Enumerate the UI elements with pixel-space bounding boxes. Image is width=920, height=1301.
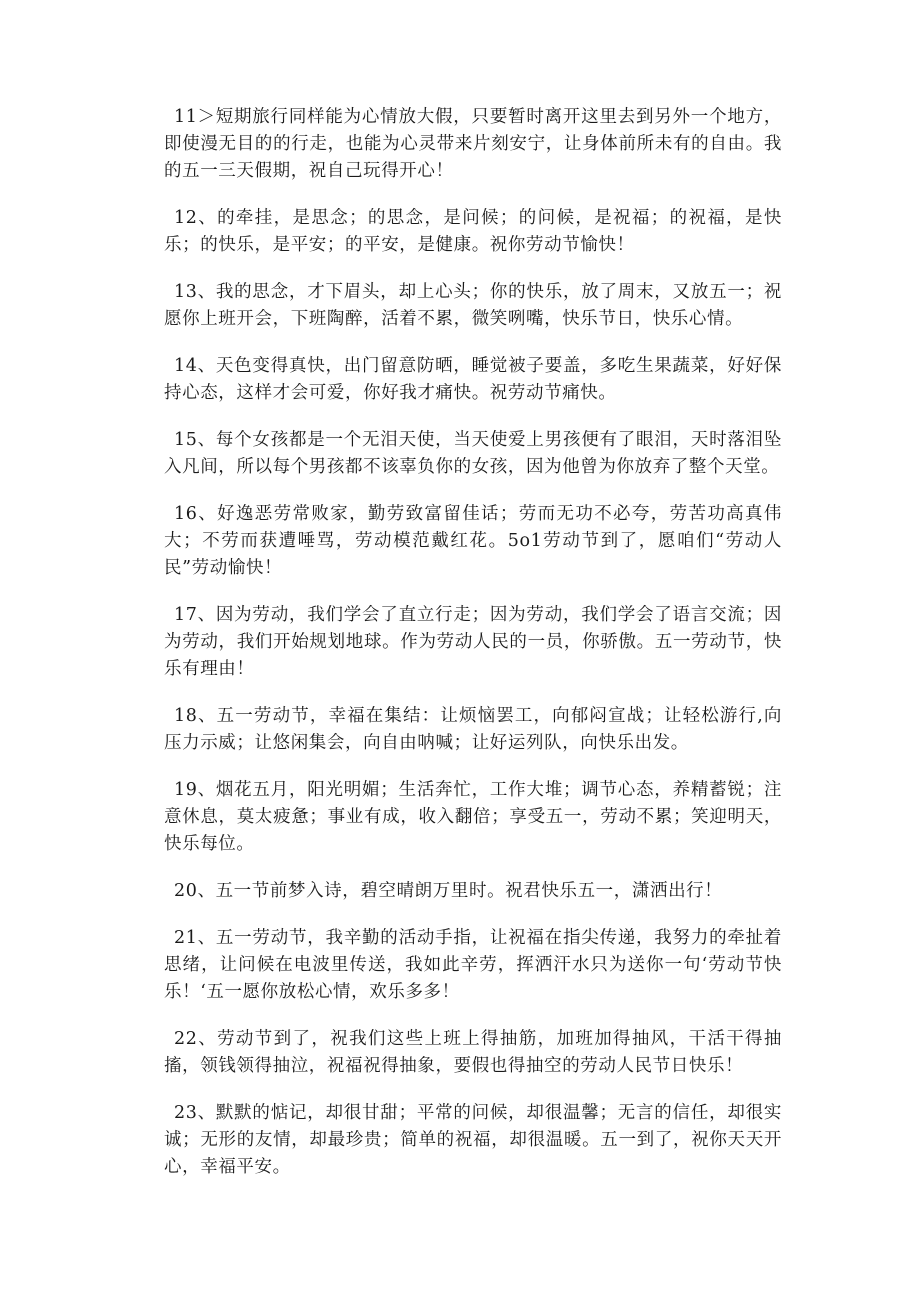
paragraph-18: 18、五一劳动节，幸福在集结：让烦恼罢工，向郁闷宣战；让轻松游行,向压力示威；让悠闲集会，向自由呐喊；让好运列队，向快乐出发。 bbox=[164, 706, 782, 753]
paragraph-12: 12、的牵挂，是思念；的思念，是问候；的问候，是祝福；的祝福，是快乐；的快乐，是平安；的平安，是健康。祝你劳动节愉快！ bbox=[164, 208, 782, 255]
paragraph-19: 19、烟花五月，阳光明媚；生活奔忙，工作大堆；调节心态，养精蓄锐；注意休息，莫太疲惫；事业有成，收入翻倍；享受五一，劳动不累；笑迎明天，快乐每位。 bbox=[164, 780, 782, 854]
paragraph-14: 14、天色变得真快，出门留意防晒，睡觉被子要盖，多吃生果蔬菜，好好保持心态，这样才会可爱，你好我才痛快。祝劳动节痛快。 bbox=[164, 356, 782, 403]
paragraph-13: 13、我的思念，才下眉头，却上心头；你的快乐，放了周末，又放五一；祝愿你上班开会，下班陶醉，活着不累，微笑咧嘴，快乐节日，快乐心情。 bbox=[164, 282, 782, 329]
paragraph-23: 23、默默的惦记，却很甘甜；平常的问候，却很温馨；无言的信任，却很实诚；无形的友情，却最珍贵；简单的祝福，却很温暖。五一到了，祝你天天开心，幸福平安。 bbox=[164, 1103, 782, 1177]
paragraph-20: 20、五一节前梦入诗，碧空晴朗万里时。祝君快乐五一，潇洒出行！ bbox=[174, 881, 723, 901]
paragraph-22: 22、劳动节到了，祝我们这些上班上得抽筋，加班加得抽风，干活干得抽搐，领钱领得抽泣，祝福祝得抽象，要假也得抽空的劳动人民节日快乐！ bbox=[164, 1029, 782, 1076]
paragraph-15: 15、每个女孩都是一个无泪天使，当天使爱上男孩便有了眼泪，天时落泪坠入凡间，所以每个男孩都不该辜负你的女孩，因为他曾为你放弃了整个天堂。 bbox=[164, 430, 782, 477]
paragraph-11: 11＞短期旅行同样能为心情放大假，只要暂时离开这里去到另外一个地方，即使漫无目的的行走，也能为心灵带来片刻安宁，让身体前所未有的自由。我的五一三天假期，祝自己玩得开心！ bbox=[164, 107, 782, 181]
paragraph-17: 17、因为劳动，我们学会了直立行走；因为劳动，我们学会了语言交流；因为劳动，我们开始规划地球。作为劳动人民的一员，你骄傲。五一劳动节，快乐有理由！ bbox=[164, 605, 782, 679]
paragraph-21: 21、五一劳动节，我辛勤的活动手指，让祝福在指尖传递，我努力的牵扯着思绪，让问候在电波里传送，我如此辛劳，挥洒汗水只为送你一句‘劳动节快乐！‘五一愿你放松心情，欢乐多多！ bbox=[164, 928, 782, 1002]
paragraph-16: 16、好逸恶劳常败家，勤劳致富留佳话；劳而无功不必夸，劳苦功高真伟大；不劳而获遭唾骂，劳动模范戴红花。5o1劳动节到了，愿咱们“劳动人民”劳动愉快！ bbox=[164, 504, 782, 578]
document-body bbox=[164, 104, 782, 1201]
